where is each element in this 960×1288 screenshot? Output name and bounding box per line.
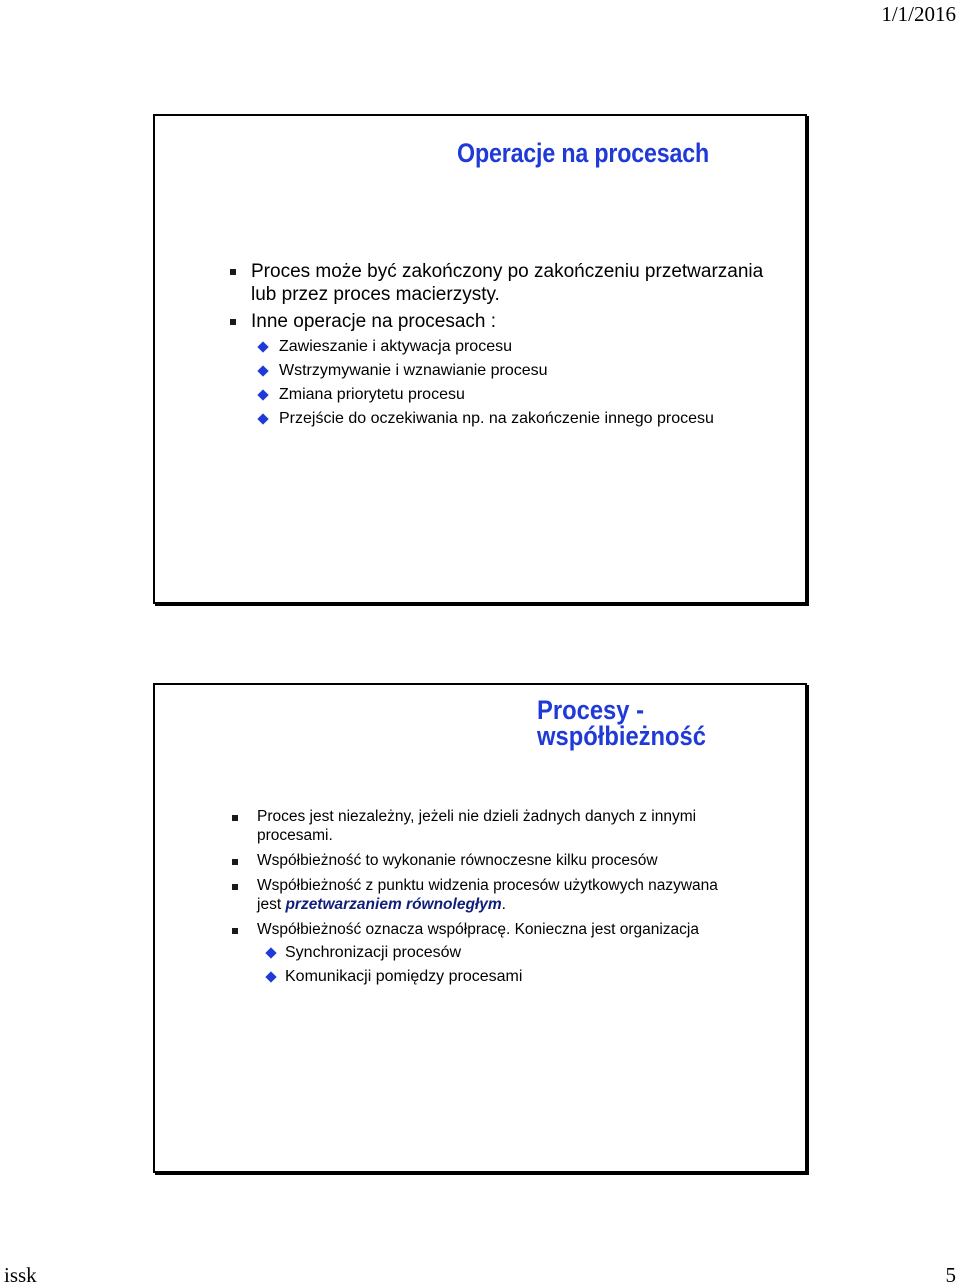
bullet-list <box>257 807 727 987</box>
bullet-text: Współbieżność oznacza współpracę. Konieczna jest organizacja <box>257 921 699 938</box>
square-bullet-icon <box>232 928 238 934</box>
bullet-text: Inne operacje na procesach : <box>251 311 497 332</box>
sub-list-item <box>257 967 727 987</box>
sub-list-item <box>257 943 727 963</box>
sub-list-item <box>251 409 791 429</box>
bullet-text: Współbieżność to wykonanie równoczesne kilku procesów <box>257 852 658 869</box>
sub-bullet-text: Komunikacji pomiędzy procesami <box>285 968 523 985</box>
sub-bullet-text: Synchronizacji procesów <box>285 944 462 961</box>
bullet-text: Proces jest niezależny, jeżeli nie dzieli żadnych danych z innymi procesami. <box>257 808 697 844</box>
square-bullet-icon <box>232 859 238 865</box>
sub-list-item <box>251 385 791 405</box>
sub-bullet-text: Przejście do oczekiwania np. na zakończenie innego procesu <box>279 410 714 427</box>
sub-bullet-text: Wstrzymywanie i wznawianie procesu <box>279 362 548 379</box>
square-bullet-icon <box>232 884 238 890</box>
diamond-bullet-icon <box>257 389 268 400</box>
sub-bullet-text: Zmiana priorytetu procesu <box>279 386 465 403</box>
slide-title: Procesy - współbieżność <box>537 695 707 751</box>
list-item <box>257 851 727 870</box>
sub-bullet-text: Zawieszanie i aktywacja procesu <box>279 338 512 355</box>
bullet-text-end: . <box>501 896 506 913</box>
page-date: 1/1/2016 <box>881 2 956 26</box>
square-bullet-icon <box>230 269 236 275</box>
sub-list-item <box>251 361 791 381</box>
slide-title: Operacje na procesach <box>457 138 709 168</box>
diamond-bullet-icon <box>257 365 268 376</box>
bullet-text: Współbieżność z punktu widzenia procesów użytkowych nazywana jest <box>257 877 718 913</box>
diamond-bullet-icon <box>265 971 276 982</box>
slide-operacje-na-procesach <box>153 114 807 604</box>
emphasized-term: przetwarzaniem równoległym <box>285 896 502 913</box>
page-number: 5 <box>945 1263 956 1287</box>
list-item <box>257 920 727 939</box>
list-item <box>251 260 791 306</box>
list-item <box>251 310 791 333</box>
diamond-bullet-icon <box>265 947 276 958</box>
bullet-text: Proces może być zakończony po zakończeniu przetwarzania lub przez proces macierzysty. <box>251 261 764 305</box>
sub-list-item <box>251 337 791 357</box>
bullet-list <box>251 260 791 429</box>
list-item <box>257 876 727 914</box>
square-bullet-icon <box>232 815 238 821</box>
footer-label: issk <box>4 1263 37 1287</box>
list-item <box>257 807 727 845</box>
diamond-bullet-icon <box>257 413 268 424</box>
diamond-bullet-icon <box>257 341 268 352</box>
slide-procesy-wspolbieznosc <box>153 683 807 1173</box>
square-bullet-icon <box>230 319 236 325</box>
